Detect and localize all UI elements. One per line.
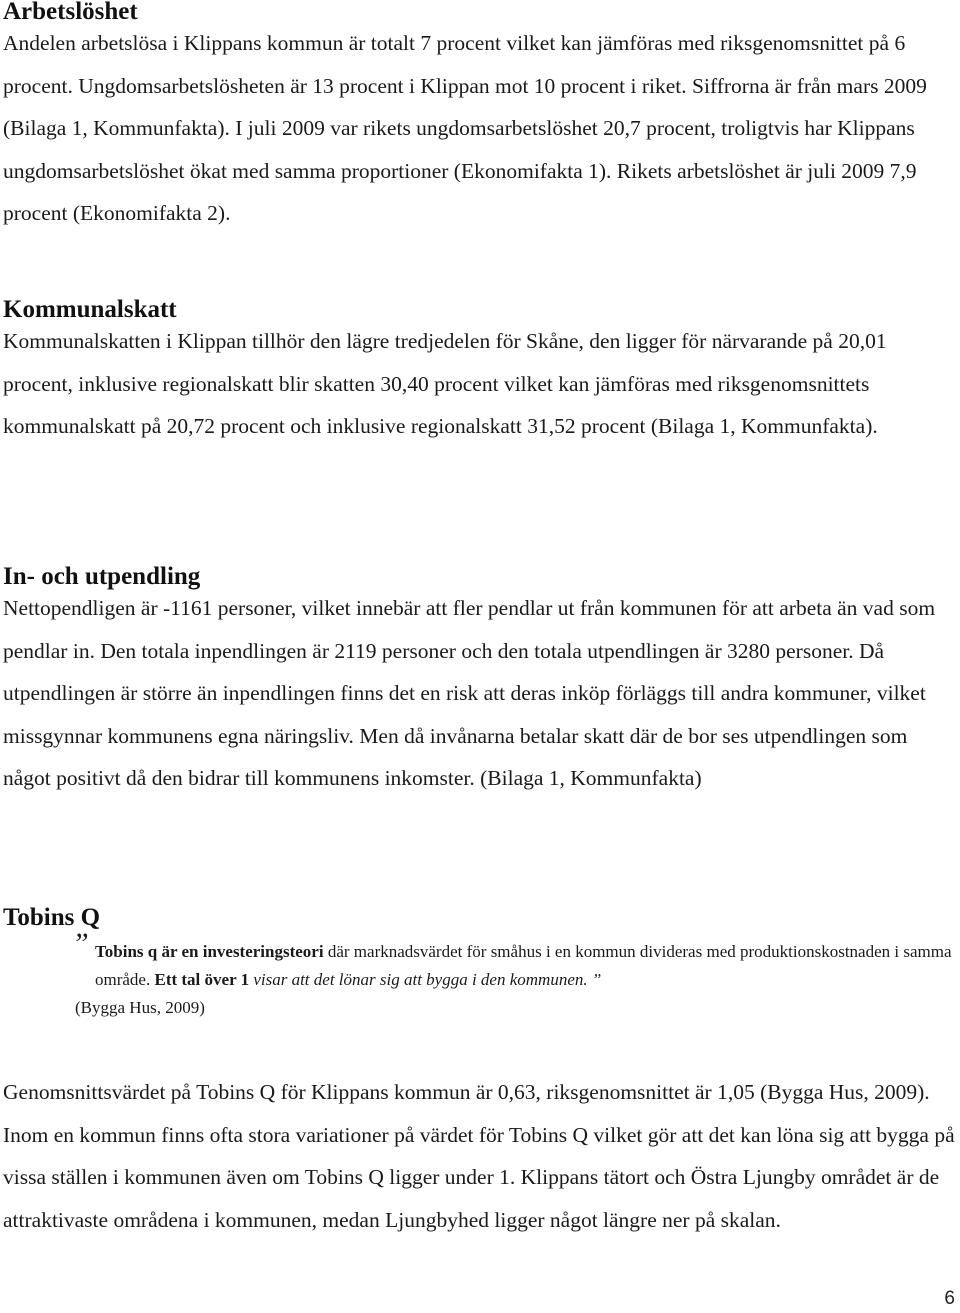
paragraph-arbetsloshet: Andelen arbetslösa i Klippans kommun är totalt 7 procent vilket kan jämföras med riksgenomsnittet på 6 procent. Ungdomsarbetslösheten är 13 procent i Klippan mot 10 procent i riket. Siffrorna är från mars 2009 (Bilaga 1, Kommunfakta). I juli 2009 var rikets ungdomsarbetslöshet 20,7 procent, troligtvis har Klippans ungdomsarbetslöshet ökat med samma proportioner (Ekonomifakta 1). Rikets arbetslöshet är juli 2009 7,9 procent (Ekonomifakta 2). [3,31,927,225]
quote-text: där marknadsvärdet för småhus i en kommun divideras med produktionskostnaden i samma område. [95,942,952,989]
paragraph-pendling: Nettopendligen är -1161 personer, vilket innebär att fler pendlar ut från kommunen för att arbeta än vad som pendlar in. Den totala inpendlingen är 2119 personer och den totala utpendlingen är 3280 personer. Då utpendlingen är större än inpendlingen finns det en risk att deras inköp förläggs till andra kommuner, vilket missgynnar kommunens egna näringsliv. Men då invånarna betalar skatt där de bor ses utpendlingen som något positivt då den bidrar till kommunens inkomster. (Bilaga 1, Kommunfakta) [3,596,936,790]
heading-arbetsloshet: Arbetslöshet [3,0,138,25]
heading-tobins-q: Tobins Q [3,904,101,931]
open-quote-mark: ” [72,927,89,960]
paragraph-tobins-q: Genomsnittsvärdet på Tobins Q för Klippans kommun är 0,63, riksgenomsnittet är 1,05 (Bygga Hus, 2009). Inom en kommun finns ofta stora variationer på värdet för Tobins Q vilket gör att det kan löna sig att bygga på vissa ställen i kommunen även om Tobins Q ligger under 1. Klippans tätort och Östra Ljungby området är de attraktivaste områdena i kommunen, medan Ljungbyhed ligger något längre ner på skalan. [3,1080,955,1232]
quote-bold-term: Tobins q är en investeringsteori [95,942,324,961]
quote-source: (Bygga Hus, 2009) [75,998,205,1017]
quote-bold-threshold: Ett tal över 1 [154,970,250,989]
heading-pendling: In- och utpendling [3,563,201,590]
quote-body [75,938,955,994]
heading-kommunalskatt: Kommunalskatt [3,296,177,323]
tobins-quote [72,927,955,1022]
paragraph-kommunalskatt: Kommunalskatten i Klippan tillhör den lägre tredjedelen för Skåne, den ligger för närvarande på 20,01 procent, inklusive regionalskatt blir skatten 30,40 procent vilket kan jämföras med riksgenomsnittets kommunalskatt på 20,72 procent och inklusive regionalskatt 31,52 procent (Bilaga 1, Kommunfakta). [3,329,887,438]
quote-italic: visar att det lönar sig att bygga i den kommunen. [249,970,588,989]
page-number: 6 [944,1288,955,1309]
close-quote-mark: ” [587,970,602,989]
